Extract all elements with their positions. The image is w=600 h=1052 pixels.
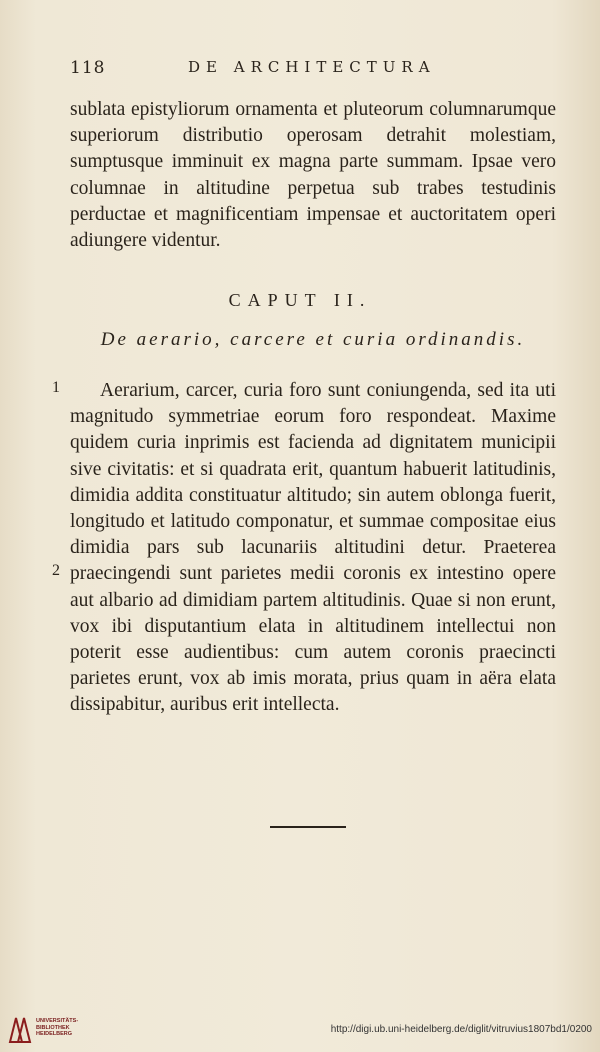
library-name [36, 1018, 78, 1038]
margin-number-1: 1 [52, 379, 60, 396]
page-number: 118 [70, 58, 106, 78]
page-header [70, 58, 540, 84]
chapter-heading: CAPUT II. [228, 290, 372, 310]
library-line-3: HEIDELBERG [36, 1031, 73, 1037]
footer [0, 1010, 600, 1052]
paragraph-1: sublata epistyliorum ornamenta et pluteorum columnarumque superiorum distributio operosam detrahit molestiam, sumptusque imminuit ex magna parte summam. Ipsae vero columnae in altitudine perpetua sub trabes testudinis perductae et magnificentiam impensae et auctoritatem operi adiungere videntur. [70, 99, 556, 252]
margin-number-2: 2 [52, 562, 60, 579]
section-rule [270, 826, 346, 828]
library-line-1: UNIVERSITÄTS- [36, 1018, 79, 1024]
paragraph-2: Aerarium, carcer, curia foro sunt coniungenda, sed ita uti magnitudo symmetriae eorum foro respondeat. Maxime quidem curia inprimis est facienda ad dignitatem municipii sive civitatis: et si quadrata erit, quantum habuerit latitudinis, dimidia addita constituatur altitudo; sin autem oblonga fuerit, longitudo et latitudo componatur, et summae compositae eius dimidia pars sub lacunariis altitudini detur. Praeterea praecingendi sunt parietes medii coronis ex intestino opere aut albario ad dimidiam partem altitudinis. Quae si non erunt, vox ibi disputantium elata in altitudinem intellectui non poterit esse audientibus: cum autem coronis praecincti parietes erunt, vox ab imis morata, prius quam in aëra elata dissipabitur, auribus erit intellecta. [70, 380, 556, 716]
library-logo-icon [8, 1014, 32, 1044]
running-title: DE ARCHITECTURA [188, 58, 436, 76]
chapter-subtitle: De aerario, carcere et curia ordinandis. [100, 329, 526, 350]
source-url[interactable]: http://digi.ub.uni-heidelberg.de/diglit/vitruvius1807bd1/0200 [330, 1024, 592, 1035]
library-line-2: BIBLIOTHEK [36, 1024, 70, 1031]
